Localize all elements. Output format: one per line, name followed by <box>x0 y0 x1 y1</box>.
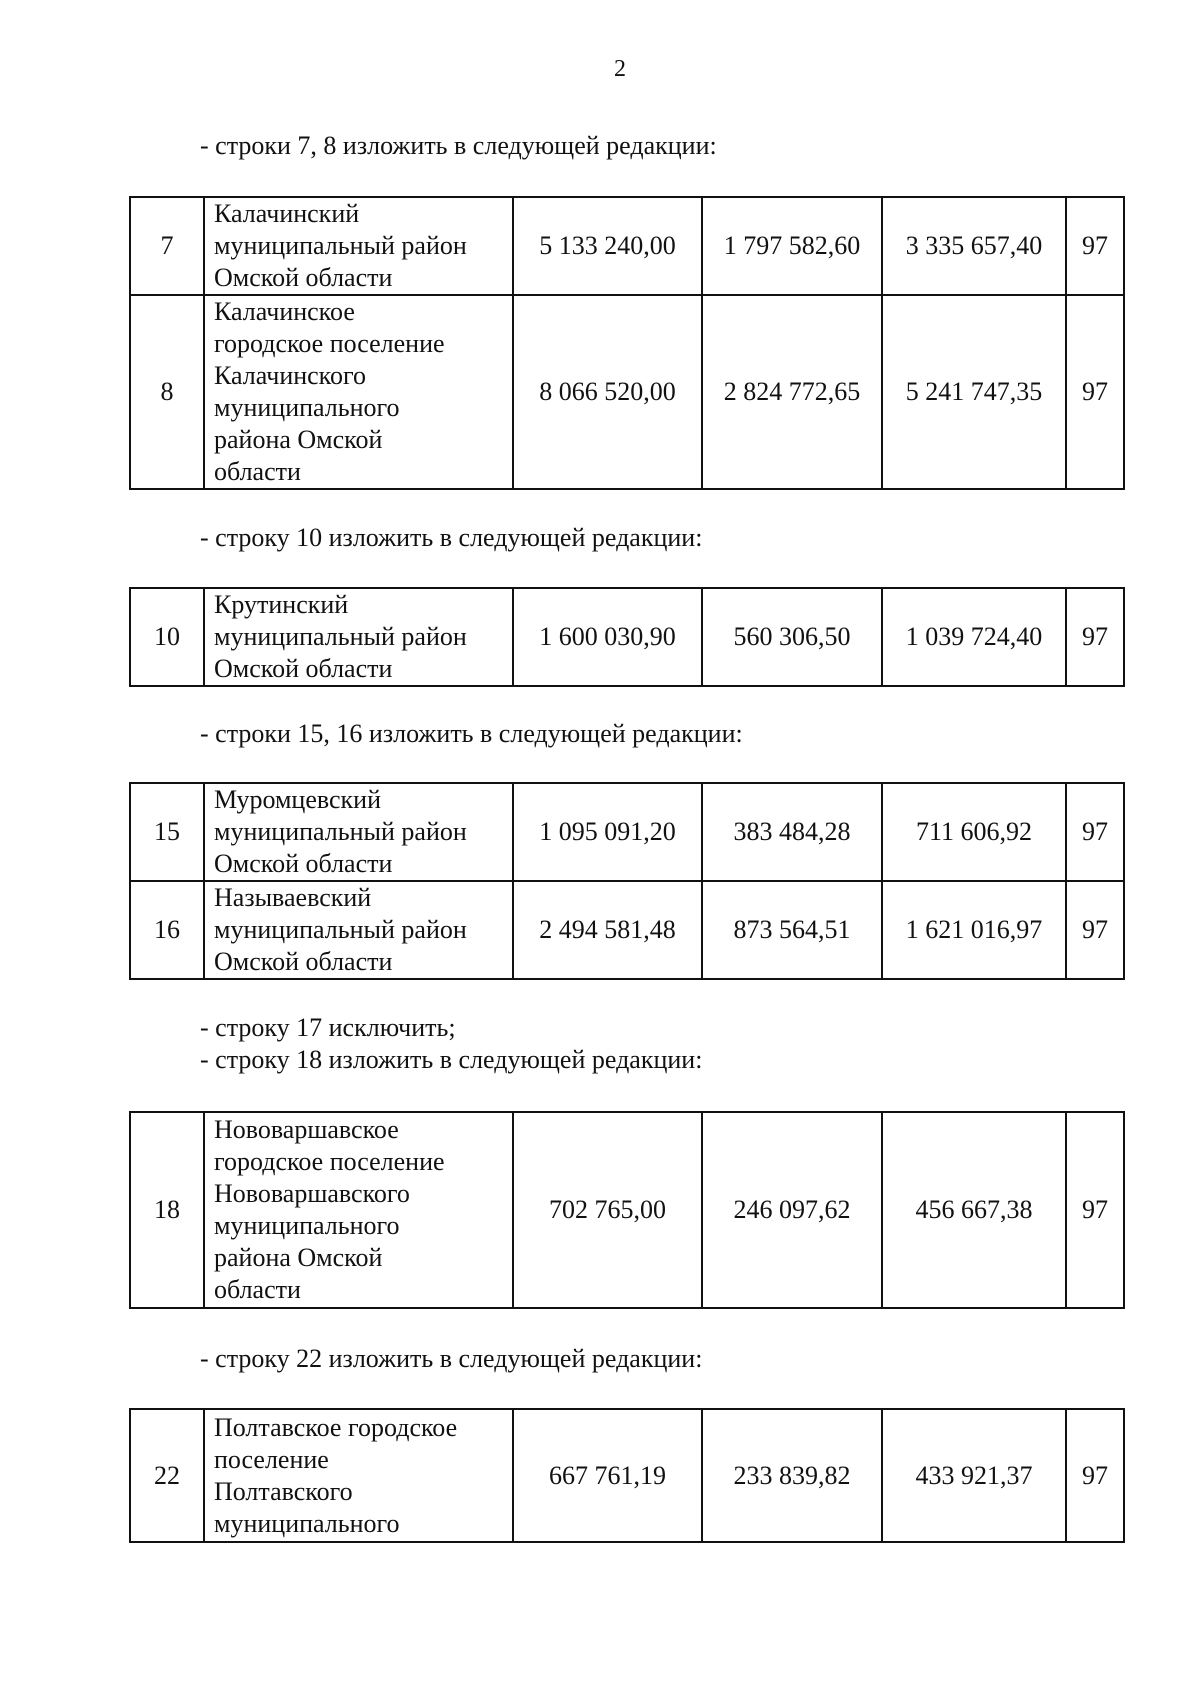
value-part-1: 246 097,62 <box>702 1112 882 1308</box>
table-row <box>130 783 1124 881</box>
table-row <box>130 1409 1124 1542</box>
amendment-table <box>129 587 1125 687</box>
value-percent: 97 <box>1066 588 1124 686</box>
instruction-text: - строку 22 изложить в следующей редакции: <box>200 1344 703 1373</box>
value-part-1: 873 564,51 <box>702 881 882 979</box>
value-total: 8 066 520,00 <box>513 295 702 489</box>
instruction-text: - строку 10 изложить в следующей редакции: <box>200 523 703 552</box>
value-part-2: 1 621 016,97 <box>882 881 1066 979</box>
value-part-1: 233 839,82 <box>702 1409 882 1542</box>
value-part-1: 2 824 772,65 <box>702 295 882 489</box>
municipality-name: Калачинский муниципальный район Омской области <box>204 197 513 295</box>
value-total: 1 600 030,90 <box>513 588 702 686</box>
value-total: 5 133 240,00 <box>513 197 702 295</box>
row-number: 18 <box>130 1112 204 1308</box>
instruction-text: - строки 15, 16 изложить в следующей редакции: <box>200 719 743 748</box>
value-total: 2 494 581,48 <box>513 881 702 979</box>
table-row <box>130 588 1124 686</box>
value-part-2: 3 335 657,40 <box>882 197 1066 295</box>
value-percent: 97 <box>1066 881 1124 979</box>
value-part-2: 433 921,37 <box>882 1409 1066 1542</box>
municipality-name: Полтавское городское поселение Полтавского муниципального <box>204 1409 513 1542</box>
row-number: 7 <box>130 197 204 295</box>
value-total: 1 095 091,20 <box>513 783 702 881</box>
value-percent: 97 <box>1066 1112 1124 1308</box>
value-part-2: 5 241 747,35 <box>882 295 1066 489</box>
municipality-name: Муромцевский муниципальный район Омской области <box>204 783 513 881</box>
value-percent: 97 <box>1066 197 1124 295</box>
value-percent: 97 <box>1066 1409 1124 1542</box>
amendment-table <box>129 1111 1125 1309</box>
instruction-text: - строки 7, 8 изложить в следующей редакции: <box>200 131 717 160</box>
table-row <box>130 1112 1124 1308</box>
value-part-2: 456 667,38 <box>882 1112 1066 1308</box>
value-part-1: 560 306,50 <box>702 588 882 686</box>
municipality-name: Крутинский муниципальный район Омской области <box>204 588 513 686</box>
value-total: 702 765,00 <box>513 1112 702 1308</box>
instruction-text: - строку 17 исключить; <box>200 1013 456 1042</box>
page-number: 2 <box>614 56 626 82</box>
table-row <box>130 197 1124 295</box>
row-number: 10 <box>130 588 204 686</box>
row-number: 8 <box>130 295 204 489</box>
municipality-name: Нововаршавское городское поселение Нововаршавского муниципального района Омской области <box>204 1112 513 1308</box>
table-row <box>130 881 1124 979</box>
value-percent: 97 <box>1066 295 1124 489</box>
amendment-table <box>129 782 1125 980</box>
row-number: 16 <box>130 881 204 979</box>
value-total: 667 761,19 <box>513 1409 702 1542</box>
value-part-2: 711 606,92 <box>882 783 1066 881</box>
amendment-table <box>129 196 1125 490</box>
value-part-2: 1 039 724,40 <box>882 588 1066 686</box>
table-row <box>130 295 1124 489</box>
row-number: 22 <box>130 1409 204 1542</box>
value-part-1: 383 484,28 <box>702 783 882 881</box>
value-part-1: 1 797 582,60 <box>702 197 882 295</box>
row-number: 15 <box>130 783 204 881</box>
municipality-name: Называевский муниципальный район Омской области <box>204 881 513 979</box>
instruction-text: - строку 18 изложить в следующей редакции: <box>200 1045 703 1074</box>
amendment-table <box>129 1408 1125 1543</box>
municipality-name: Калачинское городское поселение Калачинского муниципального района Омской области <box>204 295 513 489</box>
value-percent: 97 <box>1066 783 1124 881</box>
